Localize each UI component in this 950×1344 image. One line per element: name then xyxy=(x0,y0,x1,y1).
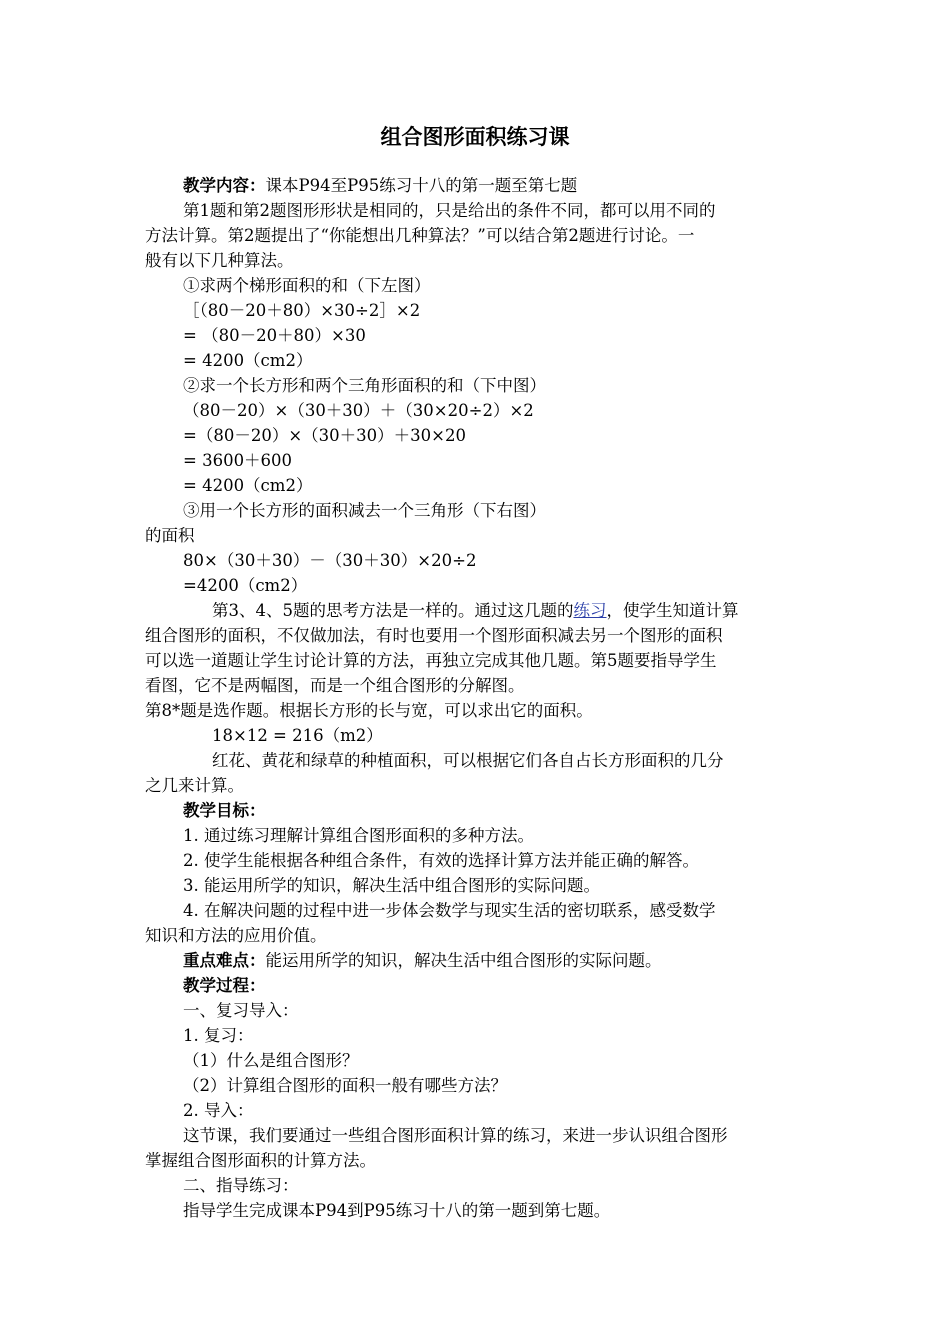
practice-link[interactable]: 练习 xyxy=(573,601,607,620)
formula-line: （80－20）×（30＋30）＋（30×20÷2）×2 xyxy=(183,401,534,420)
goal-item: 1. 通过练习理解计算组合图形面积的多种方法。 xyxy=(183,826,534,845)
method-1-title: ①求两个梯形面积的和（下左图） xyxy=(183,276,431,295)
paragraph-line: 方法计算。第2题提出了“你能想出几种算法？”可以结合第2题进行讨论。一 xyxy=(145,226,695,245)
teaching-goals-heading: 教学目标： xyxy=(183,801,266,820)
formula-line: = （80－20＋80）×30 xyxy=(183,326,366,345)
section-heading: 二、指导练习： xyxy=(183,1176,299,1195)
paragraph-text: ，使学生知道计算 xyxy=(606,601,739,620)
paragraph-line: 红花、黄花和绿草的种植面积，可以根据它们各自占长方形面积的几分 xyxy=(212,751,724,770)
list-item: （2）计算组合图形的面积一般有哪些方法？ xyxy=(183,1076,507,1095)
list-item: （1）什么是组合图形？ xyxy=(183,1051,359,1070)
paragraph-line: 之几来计算。 xyxy=(145,776,244,795)
paragraph-text: 第3、4、5题的思考方法是一样的。通过这几题的 xyxy=(212,601,574,620)
paragraph-line xyxy=(212,599,739,623)
formula-line: =4200（cm2） xyxy=(183,576,308,595)
paragraph-line: 组合图形的面积，不仅做加法，有时也要用一个图形面积减去另一个图形的面积 xyxy=(145,626,723,645)
teaching-process-heading: 教学过程： xyxy=(183,976,266,995)
paragraph-line: 可以选一道题让学生讨论计算的方法，再独立完成其他几题。第5题要指导学生 xyxy=(145,651,717,670)
key-points-label: 重点难点： xyxy=(183,951,266,970)
teaching-content-line xyxy=(183,174,577,198)
teaching-content-label: 教学内容： xyxy=(183,176,266,195)
goal-item: 2. 使学生能根据各种组合条件，有效的选择计算方法并能正确的解答。 xyxy=(183,851,699,870)
method-3-title-cont: 的面积 xyxy=(145,526,195,545)
paragraph-line: 指导学生完成课本P94到P95练习十八的第一题到第七题。 xyxy=(183,1201,611,1220)
formula-line: = 4200（cm2） xyxy=(183,351,313,370)
paragraph-line: 这节课，我们要通过一些组合图形面积计算的练习，来进一步认识组合图形 xyxy=(183,1126,728,1145)
page-title: 组合图形面积练习课 xyxy=(380,124,570,149)
formula-line: 18×12 = 216（m2） xyxy=(212,726,383,745)
list-item: 2. 导入： xyxy=(183,1101,254,1120)
formula-line: = 3600＋600 xyxy=(183,451,293,470)
goal-item: 3. 能运用所学的知识，解决生活中组合图形的实际问题。 xyxy=(183,876,600,895)
list-item: 1. 复习： xyxy=(183,1026,254,1045)
paragraph-line: 第8*题是选作题。根据长方形的长与宽，可以求出它的面积。 xyxy=(145,701,593,720)
goal-item-cont: 知识和方法的应用价值。 xyxy=(145,926,327,945)
paragraph-line: 掌握组合图形面积的计算方法。 xyxy=(145,1151,376,1170)
section-heading: 一、复习导入： xyxy=(183,1001,299,1020)
formula-line: 80×（30＋30）－（30＋30）×20÷2 xyxy=(183,551,477,570)
goal-item: 4. 在解决问题的过程中进一步体会数学与现实生活的密切联系，感受数学 xyxy=(183,901,716,920)
method-3-title: ③用一个长方形的面积减去一个三角形（下右图） xyxy=(183,501,546,520)
formula-line: = 4200（cm2） xyxy=(183,476,313,495)
paragraph-line: 第1题和第2题图形形状是相同的，只是给出的条件不同，都可以用不同的 xyxy=(183,201,716,220)
paragraph-line: 看图，它不是两幅图，而是一个组合图形的分解图。 xyxy=(145,676,525,695)
key-points-line xyxy=(183,949,662,973)
method-2-title: ②求一个长方形和两个三角形面积的和（下中图） xyxy=(183,376,546,395)
paragraph-line: 般有以下几种算法。 xyxy=(145,251,294,270)
formula-line: =（80－20）×（30＋30）＋30×20 xyxy=(183,426,466,445)
teaching-content-text: 课本P94至P95练习十八的第一题至第七题 xyxy=(265,176,578,195)
formula-line: ［（80－20＋80）×30÷2］×2 xyxy=(183,301,421,320)
key-points-text: 能运用所学的知识，解决生活中组合图形的实际问题。 xyxy=(265,951,662,970)
